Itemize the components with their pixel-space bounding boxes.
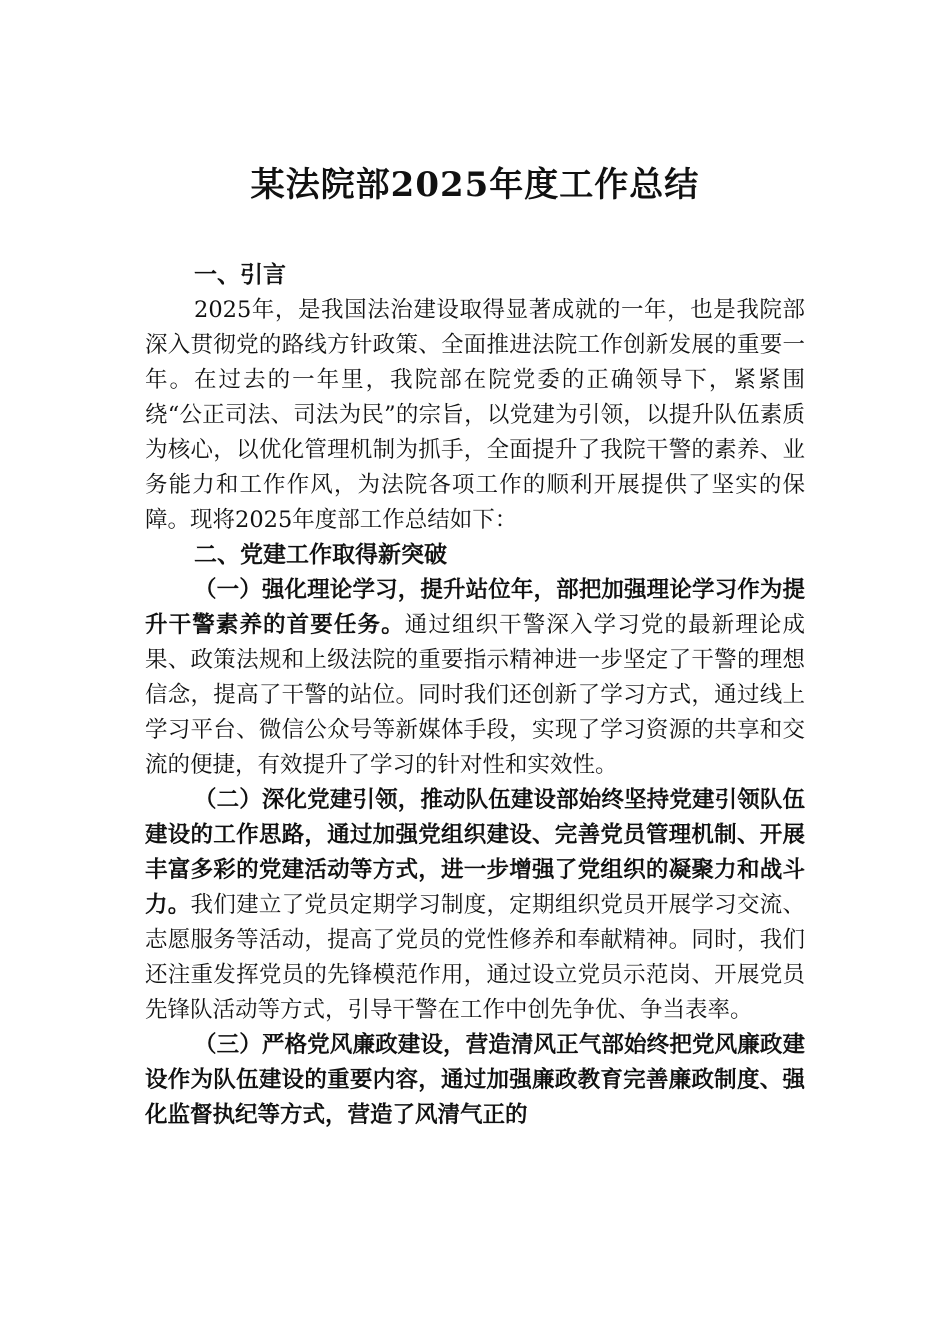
section-heading-party-building: 二、党建工作取得新突破 <box>194 542 447 568</box>
paragraph-text: 我们建立了党员定期学习制度，定期组织党员开展学习交流、志愿服务等活动，提高了党员的党性修养和奉献精神。同时，我们还注重发挥党员的先锋模范作用，通过设立党员示范岗、开展党员先锋队活动等方式，引导干警在工作中创先争优、争当表率。 <box>145 892 805 1023</box>
paragraph-text: 通过组织干警深入学习党的最新理论成果、政策法规和上级法院的重要指示精神进一步坚定了干警的理想信念，提高了干警的站位。同时我们还创新了学习方式，通过线上学习平台、微信公众号等新媒体手段，实现了学习资源的共享和交流的便捷，有效提升了学习的针对性和实效性。 <box>145 612 805 778</box>
paragraph-introduction <box>145 293 805 538</box>
paragraph-text: 2025年，是我国法治建设取得显著成就的一年，也是我院部深入贯彻党的路线方针政策、全面推进法院工作创新发展的重要一年。在过去的一年里，我院部在院党委的正确领导下，紧紧围绕“公正司法、司法为民”的宗旨，以党建为引领，以提升队伍素质为核心，以优化管理机制为抓手，全面提升了我院干警的素养、业务能力和工作作风，为法院各项工作的顺利开展提供了坚实的保障。现将2025年度部工作总结如下： <box>145 297 805 533</box>
paragraph-party-leadership <box>145 783 805 1028</box>
section-heading-introduction: 一、引言 <box>194 262 286 288</box>
paragraph-theory-study <box>145 573 805 783</box>
paragraph-integrity-building <box>145 1028 805 1133</box>
document-title: 某法院部2025年度工作总结 <box>250 165 700 205</box>
document-body <box>145 258 805 1133</box>
paragraph-lead: （三）严格党风廉政建设，营造清风正气部始终把党风廉政建设作为队伍建设的重要内容，通过加强廉政教育完善廉政制度、强化监督执纪等方式，营造了风清气正的 <box>145 1032 805 1128</box>
paragraph-lead: （一）强化理论学习，提升站位年，部把加强理论学习作为提升干警素养的首要任务。 <box>145 577 805 638</box>
paragraph-lead: （二）深化党建引领，推动队伍建设部始终坚持党建引领队伍建设的工作思路，通过加强党组织建设、完善党员管理机制、开展丰富多彩的党建活动等方式，进一步增强了党组织的凝聚力和战斗力。 <box>145 787 805 918</box>
